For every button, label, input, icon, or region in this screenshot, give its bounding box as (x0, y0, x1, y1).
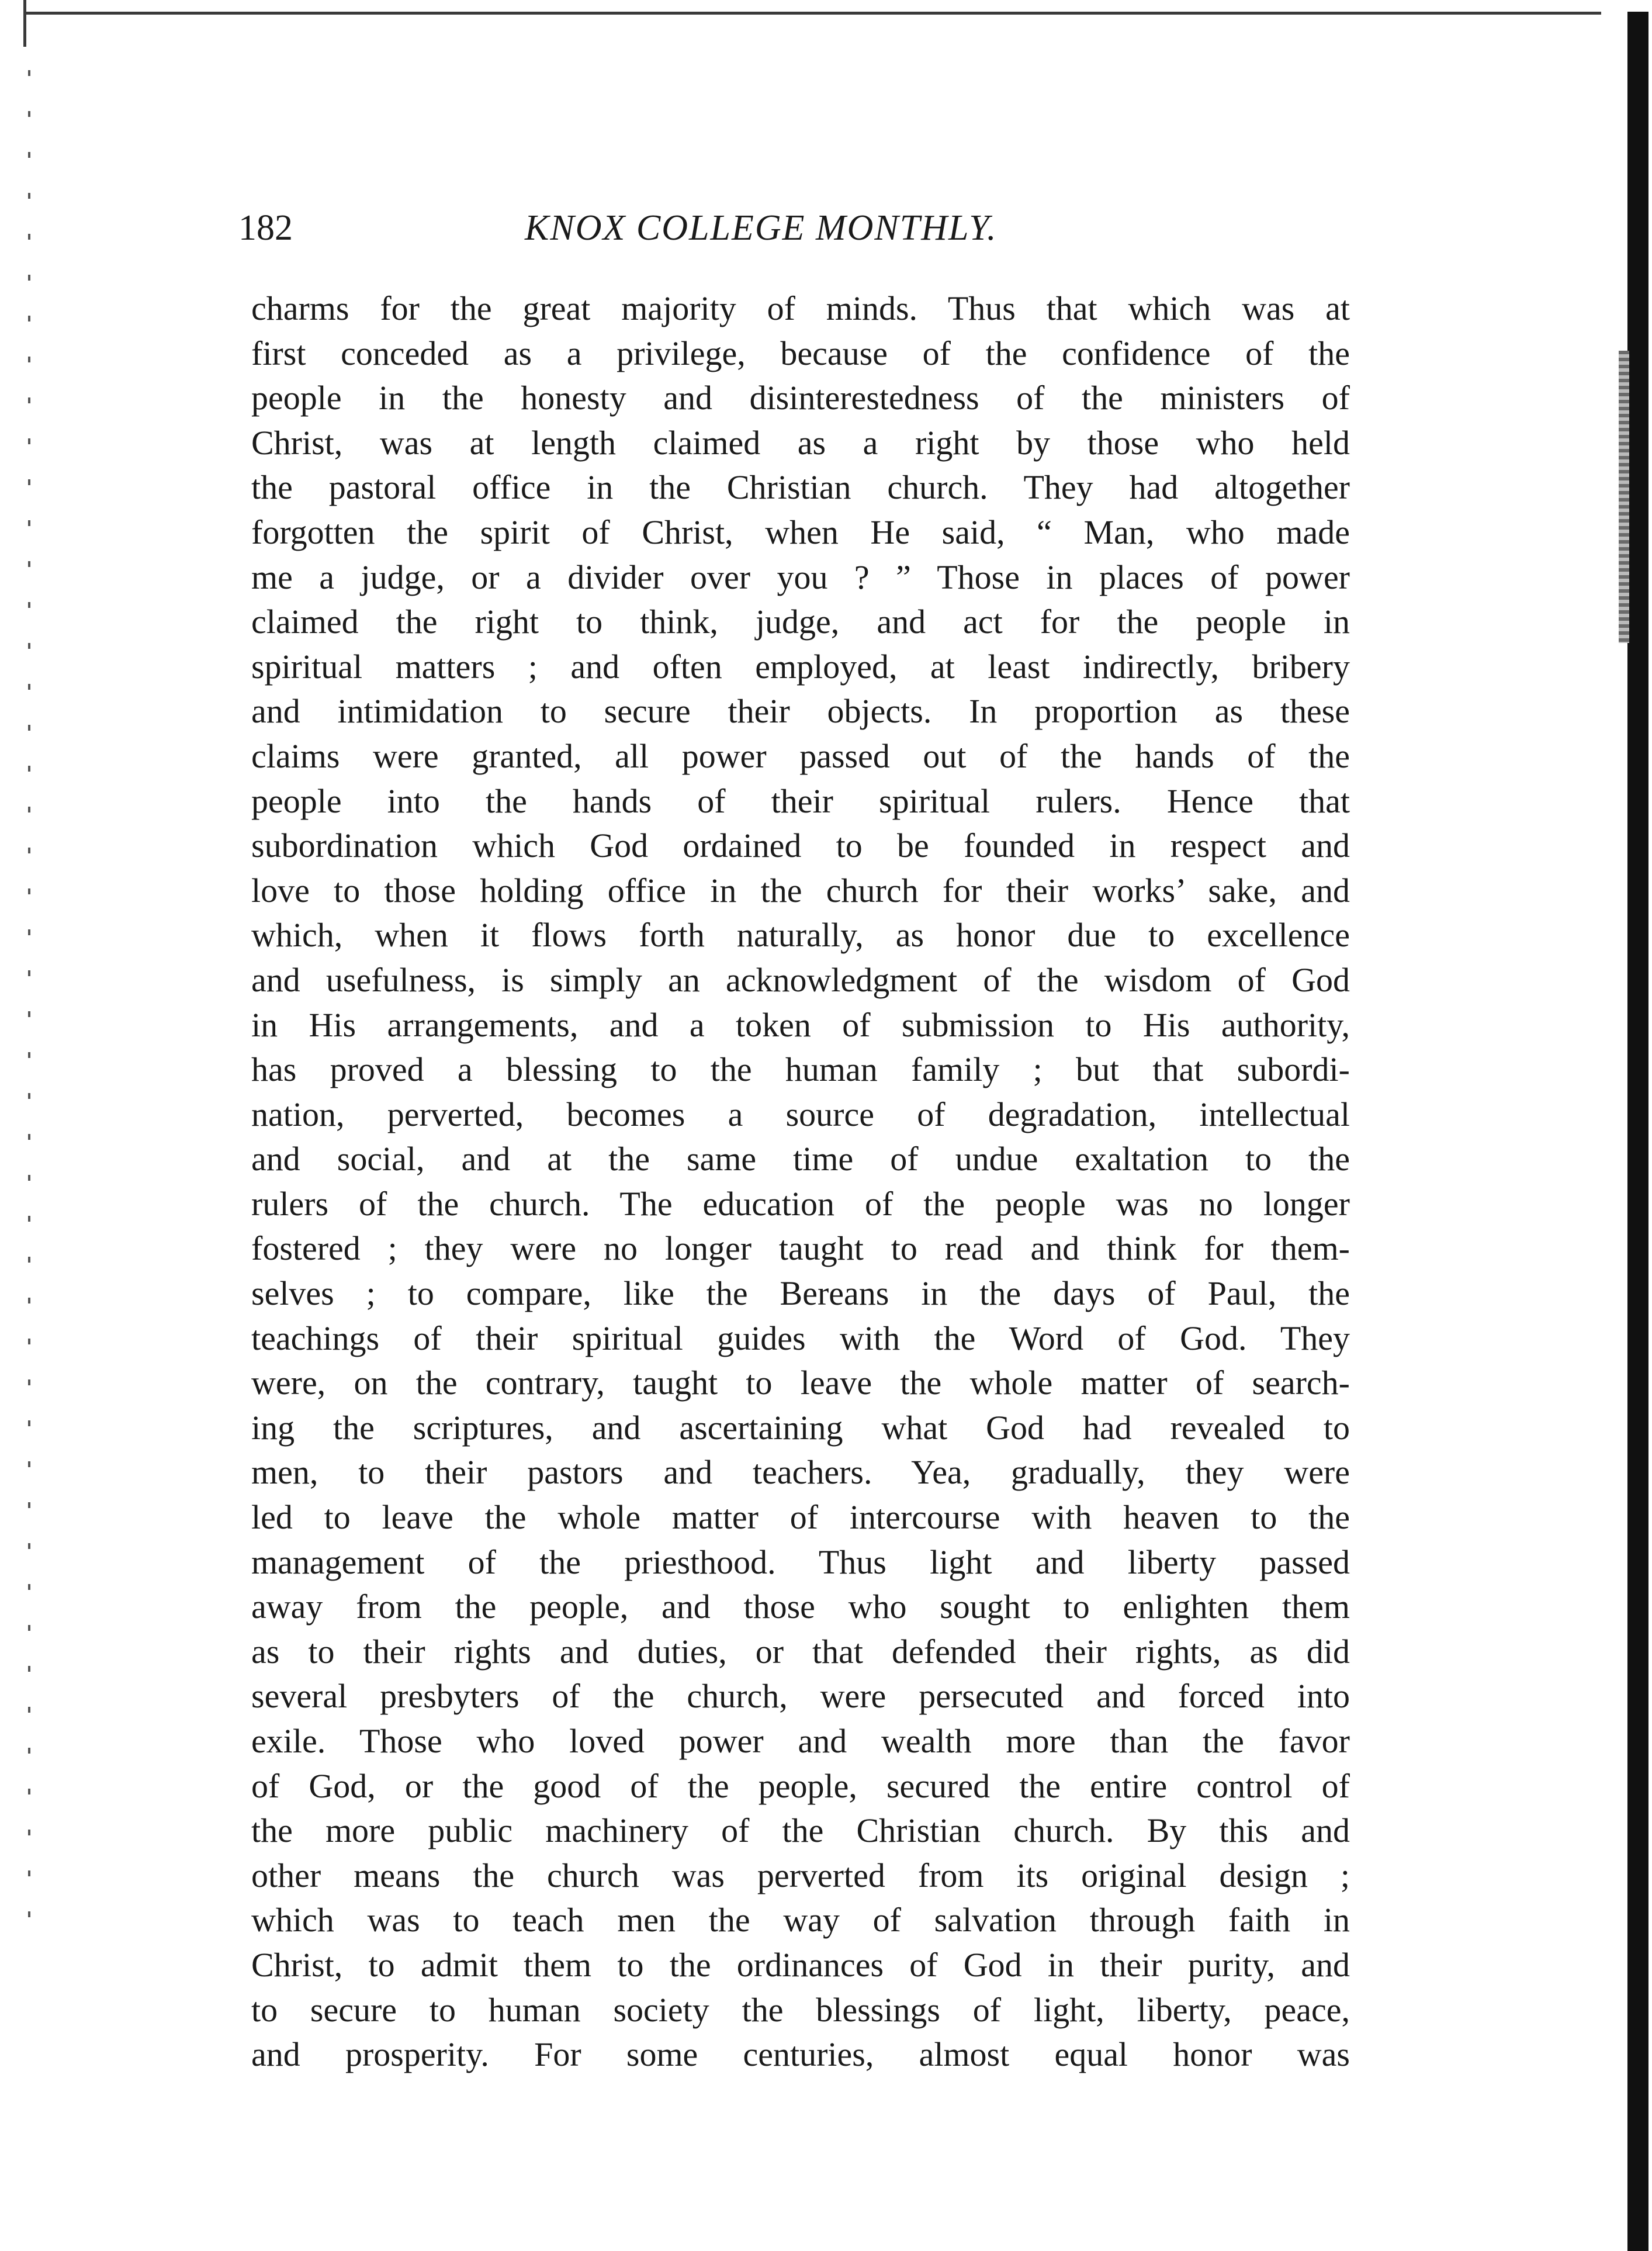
text-line: which, when it flows forth naturally, as honor due to excellence (251, 916, 1350, 955)
text-line: management of the priesthood. Thus light and liberty passed (251, 1543, 1350, 1581)
text-line: me a judge, or a divider over you ? ” Those in places of power (251, 558, 1350, 596)
text-line: other means the church was perverted from its original design ; (251, 1856, 1350, 1894)
text-line: the pastoral office in the Christian church. They had altogether (251, 468, 1350, 507)
text-line: charms for the great majority of minds. Thus that which was at (251, 289, 1350, 327)
text-line: forgotten the spirit of Christ, when He said, “ Man, who made (251, 513, 1350, 551)
text-line: fostered ; they were no longer taught to read and think for them- (251, 1229, 1350, 1268)
text-line: and social, and at the same time of undue exaltation to the (251, 1140, 1350, 1178)
text-line: subordination which God ordained to be founded in respect and (251, 827, 1350, 865)
text-line: spiritual matters ; and often employed, at least indirectly, bribery (251, 647, 1350, 686)
text-line: away from the people, and those who sought to enlighten them (251, 1588, 1350, 1626)
text-line: has proved a blessing to the human family ; but that subordi- (251, 1050, 1350, 1089)
text-line: men, to their pastors and teachers. Yea, gradually, they were (251, 1453, 1350, 1492)
text-line: selves ; to compare, like the Bereans in the days of Paul, the (251, 1274, 1350, 1313)
text-line: which was to teach men the way of salvation through faith in (251, 1901, 1350, 1939)
text-line: exile. Those who loved power and wealth more than the favor (251, 1722, 1350, 1760)
page-header (238, 205, 1407, 251)
scan-left-edge (28, 70, 30, 1941)
text-line: the more public machinery of the Christian church. By this and (251, 1811, 1350, 1850)
text-line: nation, perverted, becomes a source of degradation, intellectual (251, 1095, 1350, 1133)
text-line: Christ, to admit them to the ordinances of God in their purity, and (251, 1945, 1350, 1984)
text-line: Christ, was at length claimed as a right by those who held (251, 423, 1350, 462)
text-line: of God, or the good of the people, secured the entire control of (251, 1766, 1350, 1805)
text-line: claimed the right to think, judge, and act for the people in (251, 603, 1350, 641)
page-number: 182 (238, 208, 293, 248)
scan-right-edge-noise (1619, 351, 1629, 643)
body-text (251, 286, 1350, 2077)
text-line: people in the honesty and disinterestedness of the ministers of (251, 379, 1350, 417)
running-title: KNOX COLLEGE MONTHLY. (525, 208, 998, 248)
text-line: teachings of their spiritual guides with the Word of God. They (251, 1319, 1350, 1357)
text-line: as to their rights and duties, or that defended their rights, as did (251, 1632, 1350, 1671)
text-line: claims were granted, all power passed out of the hands of the (251, 736, 1350, 775)
text-line: people into the hands of their spiritual rulers. Hence that (251, 782, 1350, 820)
text-line: first conceded as a privilege, because of the confidence of the (251, 334, 1350, 372)
scan-edge-mark (23, 0, 26, 47)
text-line: were, on the contrary, taught to leave the whole matter of search- (251, 1364, 1350, 1402)
text-line: to secure to human society the blessings of light, liberty, peace, (251, 1990, 1350, 2029)
text-line: several presbyters of the church, were persecuted and forced into (251, 1677, 1350, 1716)
text-line: ing the scriptures, and ascertaining what God had revealed to (251, 1408, 1350, 1447)
scan-top-rule (23, 12, 1601, 15)
scan-right-edge (1627, 12, 1648, 2251)
text-line: led to leave the whole matter of intercourse with heaven to the (251, 1498, 1350, 1537)
text-line: love to those holding office in the church for their works’ sake, and (251, 871, 1350, 910)
text-line: and intimidation to secure their objects. In proportion as these (251, 692, 1350, 731)
text-line: and usefulness, is simply an acknowledgment of the wisdom of God (251, 960, 1350, 999)
text-line: in His arrangements, and a token of submission to His authority, (251, 1005, 1350, 1044)
text-line: rulers of the church. The education of the people was no longer (251, 1184, 1350, 1223)
text-line: and prosperity. For some centuries, almost equal honor was (251, 2035, 1350, 2074)
